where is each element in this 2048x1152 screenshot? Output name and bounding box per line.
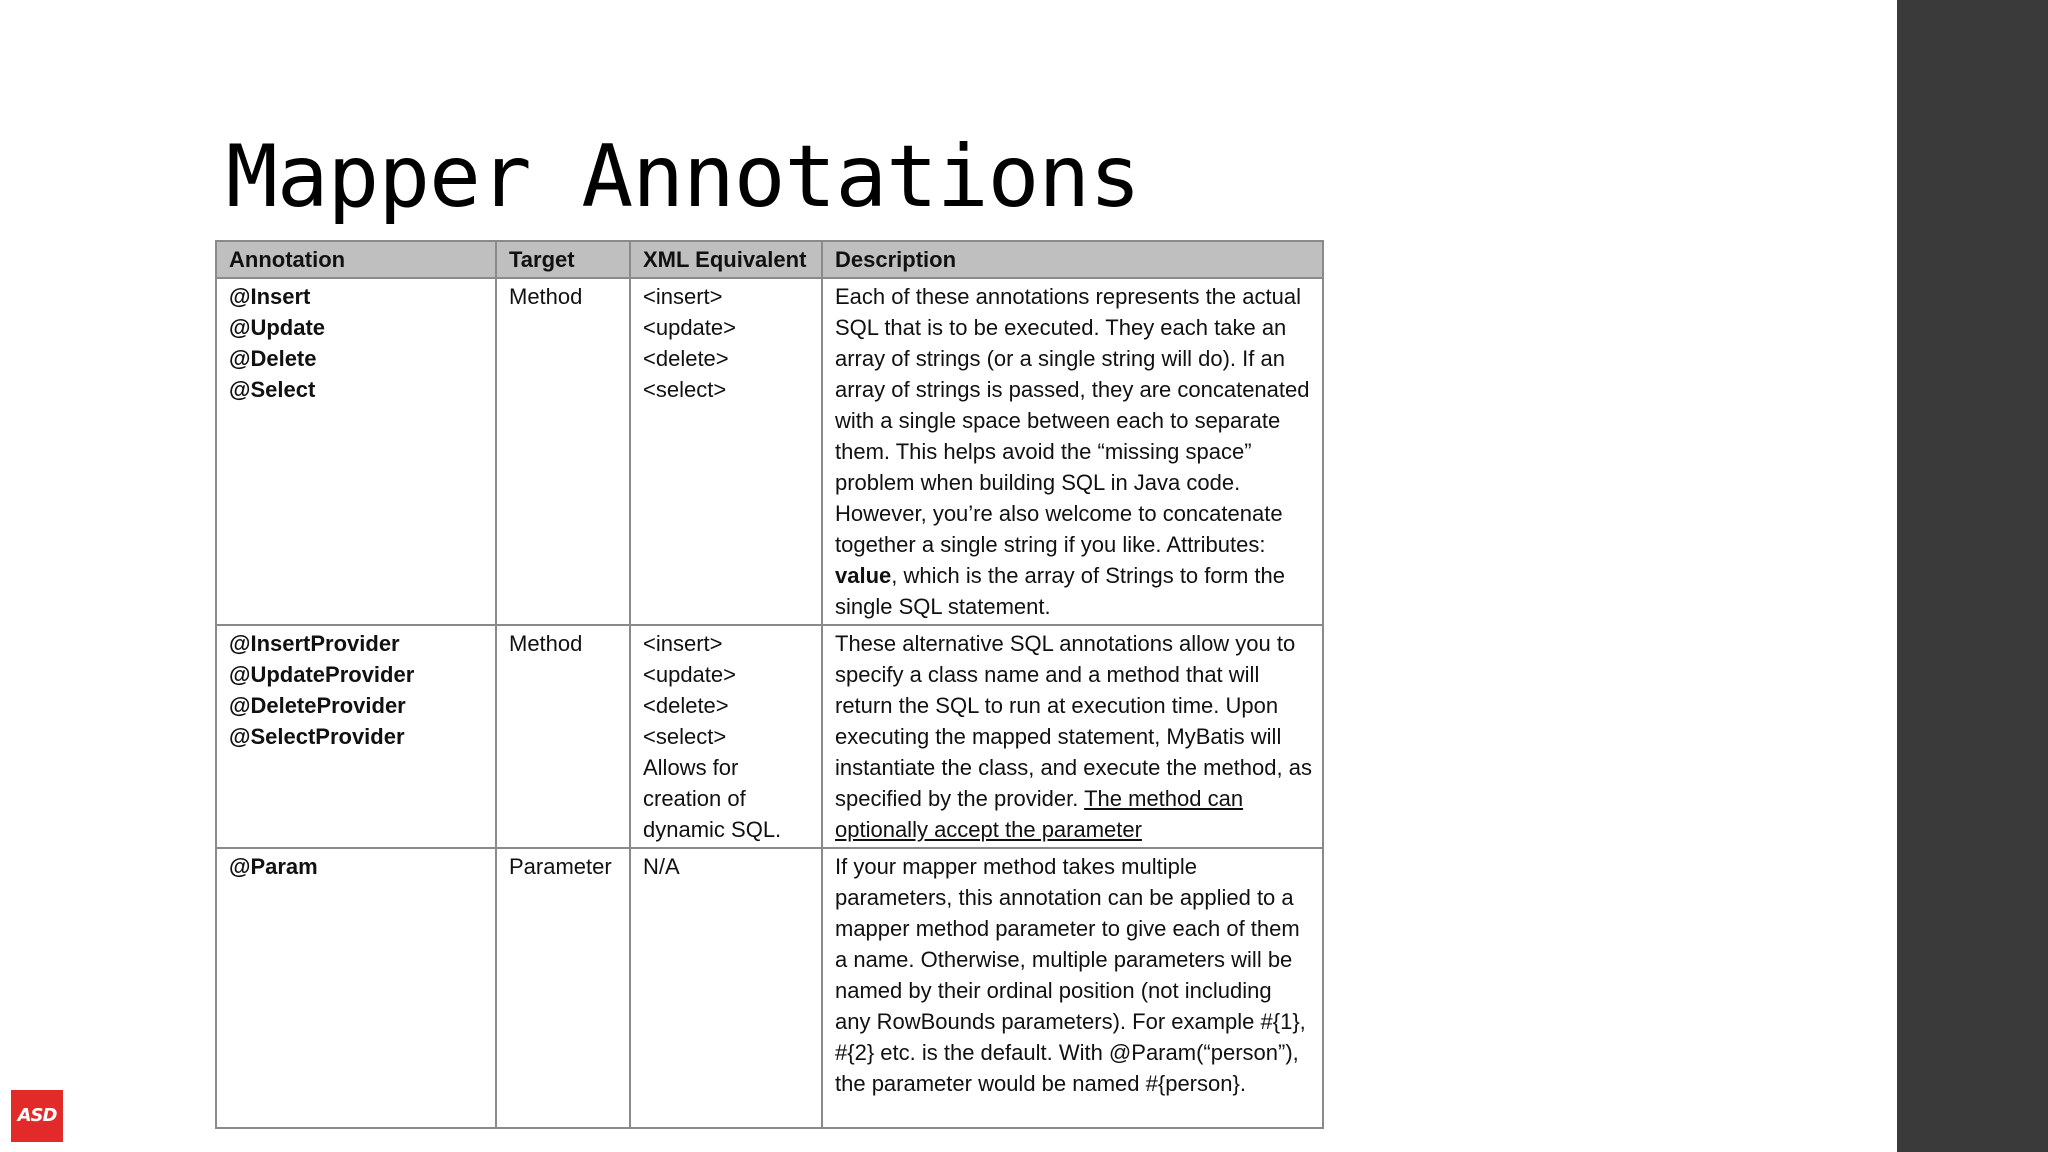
header-target: Target bbox=[496, 241, 630, 278]
xml-element: <select> bbox=[643, 377, 727, 402]
annotations-table bbox=[215, 240, 1324, 1129]
annotation-name: @Param bbox=[229, 854, 318, 879]
side-panel bbox=[1897, 0, 2048, 1152]
xml-element: <delete> bbox=[643, 346, 729, 371]
description-text: These alternative SQL annotations allow you to specify a class name and a method that will return the SQL to run at execution time. Upon executing the mapped statement, MyBatis will instantiate the class, and execute the method, as specified by the provider. bbox=[835, 631, 1312, 811]
xml-element: N/A bbox=[643, 854, 680, 879]
description-text: If your mapper method takes multiple parameters, this annotation can be applied to a mapper method parameter to give each of them a name. Otherwise, multiple parameters will be named by their ordinal position (not including any RowBounds parameters). For example #{1}, #{2} etc. is the default. With @Param(“person”), the parameter would be named #{person}. bbox=[835, 854, 1306, 1096]
xml-element: <delete> bbox=[643, 693, 729, 718]
xml-element: <insert> bbox=[643, 631, 723, 656]
xml-cell bbox=[630, 625, 822, 848]
annotation-name: @DeleteProvider bbox=[229, 693, 406, 718]
slide-title: Mapper Annotations bbox=[226, 127, 1140, 227]
target-cell: Method bbox=[496, 625, 630, 848]
annotation-cell bbox=[216, 278, 496, 625]
description-bold-term: value bbox=[835, 563, 892, 588]
annotation-cell bbox=[216, 625, 496, 848]
description-cell bbox=[822, 625, 1323, 848]
target-cell: Parameter bbox=[496, 848, 630, 1128]
annotation-name: @Update bbox=[229, 315, 326, 340]
xml-element: <select> bbox=[643, 724, 727, 749]
table-row bbox=[216, 848, 1323, 1128]
table-row bbox=[216, 625, 1323, 848]
annotation-cell bbox=[216, 848, 496, 1128]
table-header-row bbox=[216, 241, 1323, 278]
xml-element: <update> bbox=[643, 662, 736, 687]
xml-note: dynamic SQL. bbox=[643, 817, 782, 842]
annotation-name: @Select bbox=[229, 377, 316, 402]
annotation-name: @InsertProvider bbox=[229, 631, 400, 656]
xml-element: <update> bbox=[643, 315, 736, 340]
brand-logo: ASD bbox=[11, 1090, 63, 1142]
header-xml-equivalent: XML Equivalent bbox=[630, 241, 822, 278]
annotation-name: @Insert bbox=[229, 284, 311, 309]
description-text: Each of these annotations represents the actual SQL that is to be executed. They each take an array of strings (or a single string will do). If an array of strings is passed, they are concatenated with a single space between each to separate them. This helps avoid the “missing space” problem when building SQL in Java code. However, you’re also welcome to concatenate together a single string if you like. Attributes: bbox=[835, 284, 1310, 557]
xml-cell bbox=[630, 848, 822, 1128]
annotation-name: @Delete bbox=[229, 346, 317, 371]
xml-cell bbox=[630, 278, 822, 625]
table-row bbox=[216, 278, 1323, 625]
target-cell: Method bbox=[496, 278, 630, 625]
xml-note: creation of bbox=[643, 786, 746, 811]
annotation-name: @SelectProvider bbox=[229, 724, 405, 749]
description-underlined-text: The method can optionally accept the parameter bbox=[835, 786, 1244, 842]
xml-note: Allows for bbox=[643, 755, 739, 780]
header-annotation: Annotation bbox=[216, 241, 496, 278]
annotation-name: @UpdateProvider bbox=[229, 662, 415, 687]
description-cell bbox=[822, 278, 1323, 625]
header-description: Description bbox=[822, 241, 1323, 278]
description-text: , which is the array of Strings to form the single SQL statement. bbox=[835, 563, 1285, 619]
description-cell bbox=[822, 848, 1323, 1128]
xml-element: <insert> bbox=[643, 284, 723, 309]
